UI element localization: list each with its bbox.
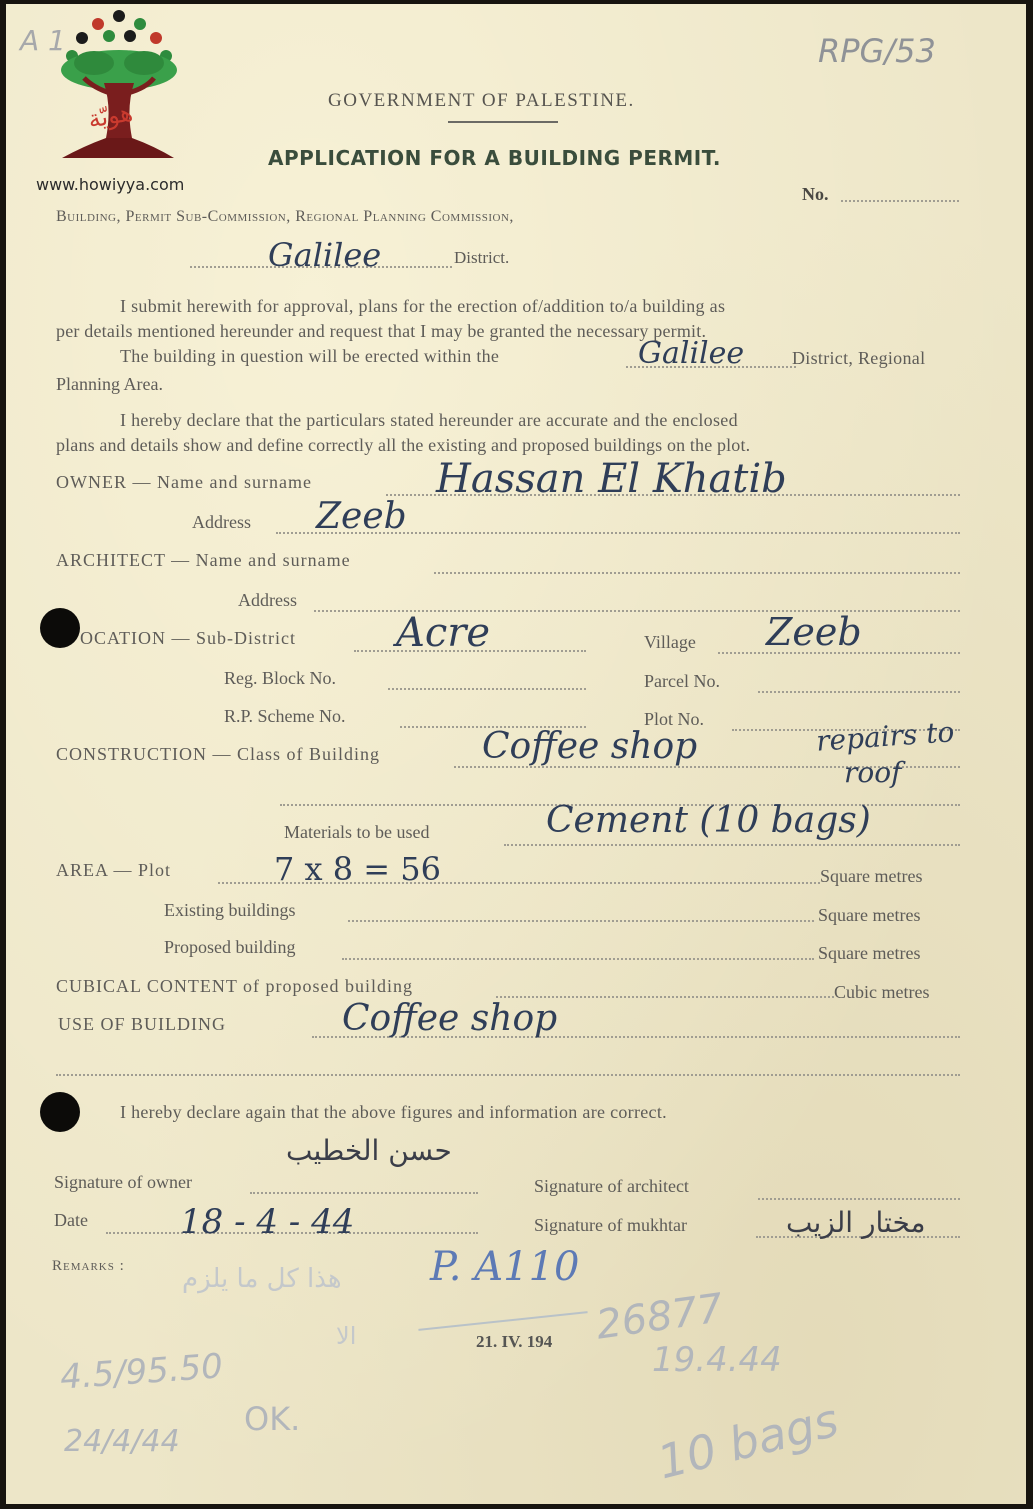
commission-line: Building, Permit Sub-Commission, Regional Planning Commission, [56,208,514,225]
owner-signature-dotline [250,1192,478,1194]
cubical-label: CUBICAL CONTENT of proposed building [56,976,413,996]
declaration-text: I hereby declare again that the above figures and information are correct. [120,1102,667,1122]
remarks-number: 26877 [593,1285,726,1349]
date-label: Date [54,1210,88,1230]
left-number: 4.5/95.50 [58,1346,225,1398]
permit-code: P. A110 [430,1244,580,1290]
construction-label: CONSTRUCTION — Class of Building [56,744,381,764]
plot-area-value: 7 x 8 = 56 [274,850,441,888]
paragraph-2-end: District, Regional [792,348,926,368]
existing-dotline [348,920,814,922]
paragraph-3: I hereby declare that the particulars stated hereunder are accurate and the enclosed [120,410,738,430]
paragraph-3b: plans and details show and define correctly all the existing and proposed buildings on the plot. [56,435,751,455]
paragraph-2b: Planning Area. [56,374,163,394]
bags-note: 10 bags [652,1392,844,1490]
plot-area-unit: Square metres [820,866,923,886]
number-label: No. [802,184,829,204]
mukhtar-signature-label: Signature of mukhtar [534,1215,687,1235]
remarks-arabic-faint: هذا كل ما يلزم [182,1264,342,1294]
proposed-building-label: Proposed building [164,937,296,957]
heading-rule [448,121,558,123]
district-label: District. [454,248,510,267]
location-label: OCATION — Sub-District [80,628,296,648]
date-value: 18 - 4 - 44 [180,1202,355,1242]
plot-number-label: Plot No. [644,709,705,729]
village-value: Zeeb [766,610,862,654]
owner-address: Zeeb [316,496,407,537]
building-class-value: Coffee shop [482,726,698,767]
materials-label: Materials to be used [284,822,430,842]
document-page [6,4,1026,1504]
architect-signature-dotline [758,1198,960,1200]
existing-buildings-label: Existing buildings [164,900,296,920]
area-district-value: Galilee [638,336,745,371]
remarks-pencil-date: 19.4.44 [652,1340,782,1380]
area-label: AREA — Plot [56,860,172,880]
paragraph-1: I submit herewith for approval, plans for the erection of/addition to/a building as [120,296,726,316]
scheme-label: R.P. Scheme No. [224,706,346,726]
parcel-label: Parcel No. [644,671,720,691]
stamp-date: 21. IV. 194 [476,1332,553,1351]
architect-address-label: Address [238,590,297,610]
reference-number: RPG/53 [818,32,936,70]
village-label: Village [644,632,696,652]
owner-label: OWNER — Name and surname [56,472,312,492]
number-dotline [841,200,959,202]
watermark-arabic: هويّة [85,98,135,134]
materials-value: Cement (10 bags) [546,800,871,841]
cubical-unit: Cubic metres [834,982,930,1002]
owner-signature: حسن الخطيب [286,1134,452,1167]
use-dotline-2 [56,1074,960,1076]
use-value: Coffee shop [342,998,558,1039]
left-date: 24/4/44 [64,1424,180,1459]
block-label: Reg. Block No. [224,668,336,688]
paragraph-2: The building in question will be erected within the [120,346,500,366]
howiyya-logo [54,8,184,173]
paragraph-1b: per details mentioned hereunder and request that I may be granted the necessary permit. [56,321,707,341]
punch-hole-top [40,608,80,648]
existing-unit: Square metres [818,905,921,925]
materials-dotline [504,844,960,846]
construction-note-line2: roof [844,756,902,789]
use-label: USE OF BUILDING [58,1014,226,1034]
architect-label: ARCHITECT — Name and surname [56,550,351,570]
punch-hole-bottom [40,1092,80,1132]
ok-mark: OK. [244,1400,301,1438]
proposed-unit: Square metres [818,943,921,963]
district-value: Galilee [268,236,382,274]
form-title: APPLICATION FOR A BUILDING PERMIT. [268,146,721,170]
tree-logo-icon [54,8,184,173]
remarks-arabic-faint-2: الا [336,1322,357,1350]
remarks-label: Remarks : [52,1258,125,1274]
mukhtar-signature: مختار الزيب [786,1206,926,1239]
architect-signature-label: Signature of architect [534,1176,689,1196]
sub-district-value: Acre [396,610,491,656]
corner-mark: A 1 [20,24,66,57]
block-dotline [388,688,586,690]
construction-note-line1: repairs to [815,715,956,758]
watermark-site: www.howiyya.com [36,175,185,194]
owner-signature-label: Signature of owner [54,1172,192,1192]
remarks-stroke [418,1311,587,1331]
proposed-dotline [342,958,814,960]
owner-name: Hassan El Khatib [436,456,787,502]
parcel-dotline [758,691,960,693]
owner-address-label: Address [192,512,251,532]
architect-dotline [434,572,960,574]
government-heading: GOVERNMENT OF PALESTINE. [328,90,635,111]
